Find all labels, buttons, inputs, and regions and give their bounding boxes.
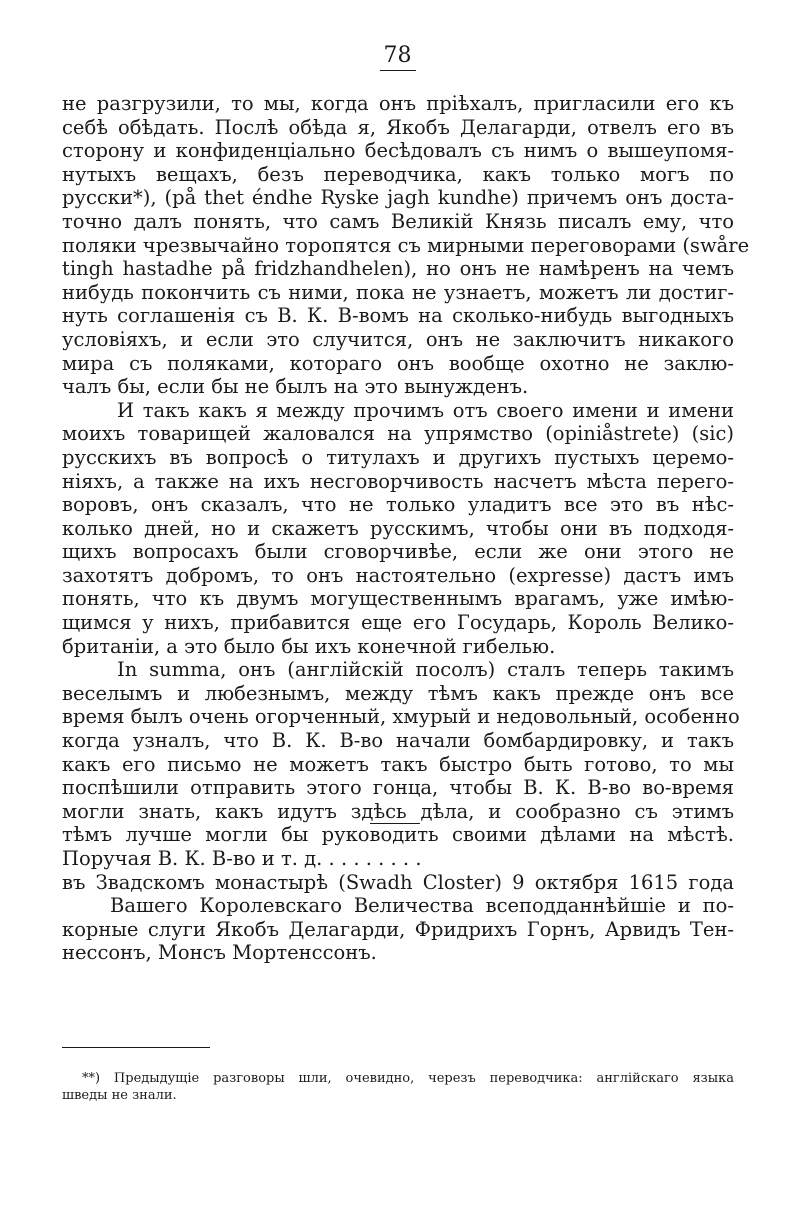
footnote-line: **) Предыдущіе разговоры шли, очевидно, черезъ переводчика: англійскаго языка xyxy=(82,1071,734,1086)
text-line: въ Звадскомъ монастырѣ (Swadh Closter) 9 октября 1615 года xyxy=(62,870,734,894)
text-line: Поручая В. К. В-во и т. д. . . . . . . . . xyxy=(62,847,422,870)
text-line: точно далъ понять, что самъ Великій Князь писалъ ему, что xyxy=(62,209,734,233)
text-line: нессонъ, Монсъ Мортенссонъ. xyxy=(62,941,377,965)
text-line: время былъ очень огорченный, хмурый и недовольный, особенно xyxy=(62,705,740,729)
page-number xyxy=(0,44,795,71)
text-line: In summa, онъ (англійскій посолъ) сталъ теперь такимъ xyxy=(117,658,734,682)
text-line: себѣ обѣдать. Послѣ обѣда я, Якобъ Делагарди, отвелъ его въ xyxy=(62,115,734,139)
text-line: воровъ, онъ сказалъ, что не только уладитъ все это въ нѣс- xyxy=(62,493,734,517)
section-divider xyxy=(370,823,420,824)
text-line: чалъ бы, если бы не былъ на это вынужденъ. xyxy=(62,375,529,399)
text-line: нутыхъ вещахъ, безъ переводчика, какъ только могъ по xyxy=(62,162,734,186)
text-line: тѣмъ лучше могли бы руководить своими дѣлами на мѣстѣ. xyxy=(62,823,734,847)
text-line: русски*), (på thet éndhe Ryske jagh kundhe) причемъ онъ доста- xyxy=(62,186,734,210)
text-line: корные слуги Якобъ Делагарди, Фридрихъ Горнъ, Арвидъ Тен- xyxy=(62,917,734,941)
text-line: сторону и конфиденціально бесѣдовалъ съ нимъ о вышеупомя- xyxy=(62,139,734,163)
footnote xyxy=(62,1070,734,1104)
text-line: Вашего Королевскаго Величества всеподданнѣйшіе и по- xyxy=(110,894,734,918)
text-line: мира съ поляками, котораго онъ вообще охотно не заклю- xyxy=(62,351,734,375)
footnote-rule xyxy=(62,1047,210,1048)
body-text xyxy=(62,92,750,965)
text-line: условіяхъ, и если это случится, онъ не заключитъ никакого xyxy=(62,327,734,351)
text-line: русскихъ въ вопросѣ о титулахъ и другихъ пустыхъ церемо- xyxy=(62,445,734,469)
page-number-text: 78 xyxy=(380,44,416,71)
text-line: поляки чрезвычайно торопятся съ мирными переговорами (swåre xyxy=(62,233,750,257)
text-line: захотятъ добромъ, то онъ настоятельно (expresse) дастъ имъ xyxy=(62,563,734,587)
text-line: щихъ вопросахъ были сговорчивѣе, если же они этого не xyxy=(62,540,734,564)
text-line: могли знать, какъ идутъ здѣсь дѣла, и сообразно съ этимъ xyxy=(62,799,734,823)
text-line: нибудь покончить съ ними, пока не узнаетъ, можетъ ли достиг- xyxy=(62,280,734,304)
text-line: ніяхъ, а также на ихъ несговорчивость насчетъ мѣста перего- xyxy=(62,469,734,493)
text-line: моихъ товарищей жаловался на упрямство (opiniåstrete) (sic) xyxy=(62,422,734,446)
text-line: колько дней, но и скажетъ русскимъ, чтобы они въ подходя- xyxy=(62,516,734,540)
text-line: И такъ какъ я между прочимъ отъ своего имени и имени xyxy=(117,398,734,422)
text-line: нуть соглашенія съ В. К. В-вомъ на сколько-нибудь выгодныхъ xyxy=(62,304,734,328)
text-line: британіи, а это было бы ихъ конечной гибелью. xyxy=(62,634,556,658)
text-line: веселымъ и любезнымъ, между тѣмъ какъ прежде онъ все xyxy=(62,681,734,705)
footnote-line: шведы не знали. xyxy=(62,1088,177,1103)
text-line: поспѣшили отправить этого гонца, чтобы В. К. В-во во-время xyxy=(62,776,734,800)
text-line: щимся у нихъ, прибавится еще его Государь, Король Велико- xyxy=(62,611,734,635)
text-line: когда узналъ, что В. К. В-во начали бомбардировку, и такъ xyxy=(62,729,734,753)
text-line: tingh hastadhe på fridzhandhelen), но онъ не намѣренъ на чемъ xyxy=(62,257,734,281)
text-line: понять, что къ двумъ могущественнымъ врагамъ, уже имѣю- xyxy=(62,587,734,611)
text-line: какъ его письмо не можетъ такъ быстро быть готово, то мы xyxy=(62,752,734,776)
text-line: не разгрузили, то мы, когда онъ пріѣхалъ, пригласили его къ xyxy=(62,92,734,115)
